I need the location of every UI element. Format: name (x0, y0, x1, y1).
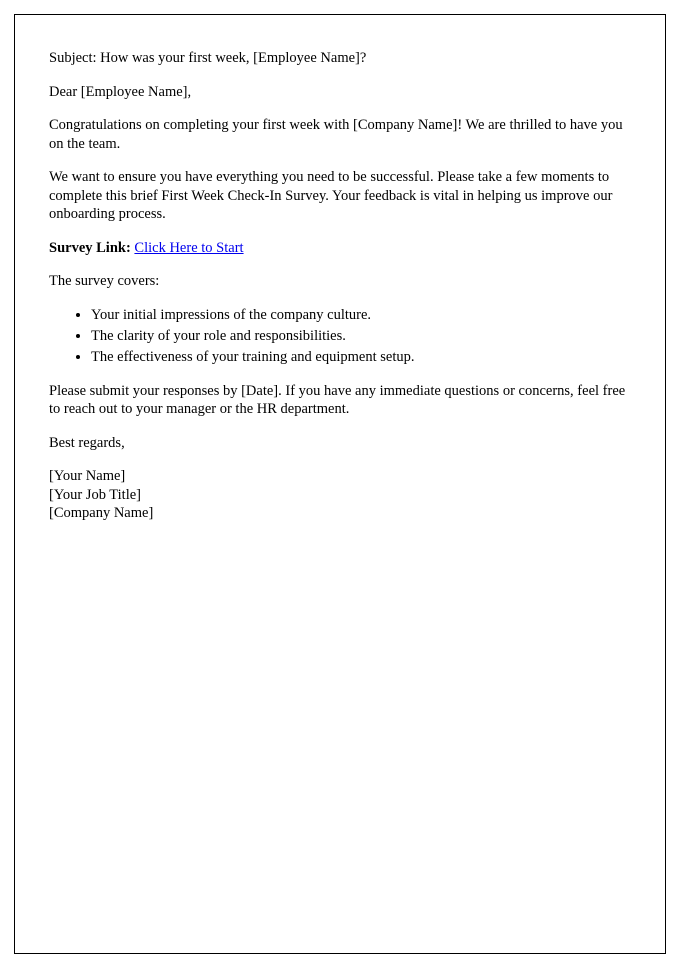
covers-intro: The survey covers: (49, 273, 160, 290)
letter-document (14, 14, 666, 954)
survey-start-link[interactable]: Click Here to Start (134, 239, 244, 256)
paragraph-congrats: Congratulations on completing your first week with [Company Name]! We are thrilled to have you on the team. (49, 117, 623, 152)
closing: Best regards, (49, 434, 125, 451)
survey-link-label: Survey Link: (49, 239, 131, 256)
paragraph-survey-intro: We want to ensure you have everything you need to be successful. Please take a few moments to complete this brief First Week Check-In Survey. Your feedback is vital in helping us improve our onboarding process. (49, 169, 613, 223)
covers-list-item: • The effectiveness of your training and equipment setup. (91, 348, 631, 366)
covers-list-item: • Your initial impressions of the company culture. (91, 306, 631, 324)
greeting: Dear [Employee Name], (49, 83, 192, 100)
subject-line: Subject: How was your first week, [Employee Name]? (49, 50, 367, 66)
signature-name: [Your Name] (49, 468, 126, 485)
survey-link-line (49, 239, 631, 258)
covers-list (49, 306, 631, 367)
covers-list-item: • The clarity of your role and responsibilities. (91, 327, 631, 345)
signature-title: [Your Job Title] (49, 486, 142, 503)
paragraph-deadline: Please submit your responses by [Date]. If you have any immediate questions or concerns, feel free to reach out to your manager or the HR department. (49, 382, 626, 418)
signature-block (49, 467, 631, 523)
signature-company: [Company Name] (49, 505, 154, 522)
